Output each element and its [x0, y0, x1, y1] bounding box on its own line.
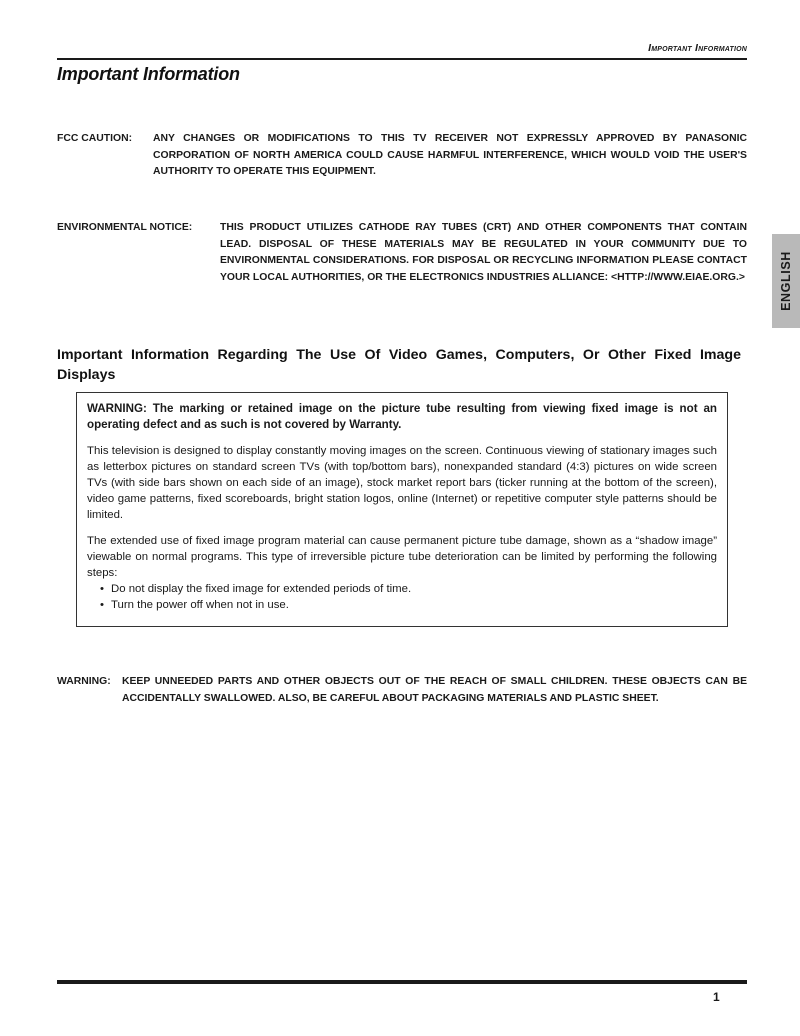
running-header-title: Important Information	[648, 42, 747, 54]
fixed-image-warning: WARNING: The marking or retained image on the picture tube resulting from viewing fixed image is not an operating defect and as such is not covered by Warranty.	[87, 402, 717, 431]
step-text: Do not display the fixed image for extended periods of time.	[111, 583, 412, 595]
fcc-caution-notice	[57, 131, 747, 181]
prevention-steps-list	[100, 581, 717, 613]
header-divider	[57, 58, 747, 60]
page-number: 1	[713, 990, 720, 1004]
environmental-notice-label: ENVIRONMENTAL NOTICE:	[57, 222, 193, 233]
fcc-caution-text: ANY CHANGES OR MODIFICATIONS TO THIS TV RECEIVER NOT EXPRESSLY APPROVED BY PANASONIC CORPORATION OF NORTH AMERICA COULD CAUSE HARMFUL INTERFERENCE, WHICH WOULD VOID THE USER'S AUTHORITY TO OPERATE THIS EQUIPMENT.	[153, 133, 747, 177]
list-item	[100, 581, 717, 597]
environmental-notice	[57, 220, 747, 286]
small-parts-warning-text: KEEP UNNEEDED PARTS AND OTHER OBJECTS OUT OF THE REACH OF SMALL CHILDREN. THESE OBJECTS CAN BE ACCIDENTALLY SWALLOWED. ALSO, BE CAREFUL ABOUT PACKAGING MATERIALS AND PLASTIC SHEET.	[122, 676, 747, 704]
environmental-notice-text: THIS PRODUCT UTILIZES CATHODE RAY TUBES (CRT) AND OTHER COMPONENTS THAT CONTAIN LEAD. DISPOSAL OF THESE MATERIALS MAY BE REGULATED IN YOUR COMMUNITY DUE TO ENVIRONMENTAL CONSIDERATIONS. FOR DISPOSAL OR RECYCLING INFORMATION PLEASE CONTACT YOUR LOCAL AUTHORITIES, OR THE ELECTRONICS INDUSTRIES ALLIANCE: <HTTP://WWW.EIAE.ORG.>	[220, 222, 747, 283]
small-parts-warning-label: WARNING:	[57, 676, 111, 687]
footer-divider	[57, 980, 747, 984]
bullet-icon: •	[100, 583, 104, 595]
bullet-icon: •	[100, 599, 104, 611]
fixed-image-section-heading: Important Information Regarding The Use Of Video Games, Computers, Or Other Fixed Image Displays	[57, 347, 741, 383]
language-tab-label: ENGLISH	[779, 251, 794, 311]
language-tab-english	[772, 234, 800, 328]
fixed-image-paragraph-1: This television is designed to display constantly moving images on the screen. Continuous viewing of stationary images such as letterbox pictures on standard screen TVs (with top/bottom bars), nonexpanded standard (4:3) pictures on wide screen TVs (with side bars shown on each side of an image), stock market report bars (ticker running at the bottom of the screen), video game patterns, fixed scoreboards, bright station logos, online (Internet) or repetitive computer style patterns should be limited.	[87, 445, 717, 521]
fcc-caution-label: FCC CAUTION:	[57, 133, 133, 144]
step-text: Turn the power off when not in use.	[111, 599, 289, 611]
list-item	[100, 597, 717, 613]
fixed-image-warning-box	[76, 392, 728, 627]
small-parts-warning	[57, 674, 747, 707]
page-title: Important Information	[57, 64, 240, 84]
fixed-image-paragraph-2: The extended use of fixed image program material can cause permanent picture tube damage, shown as a “shadow image” viewable on normal programs. This type of irreversible picture tube deterioration can be limited by performing the following steps:	[87, 535, 717, 579]
